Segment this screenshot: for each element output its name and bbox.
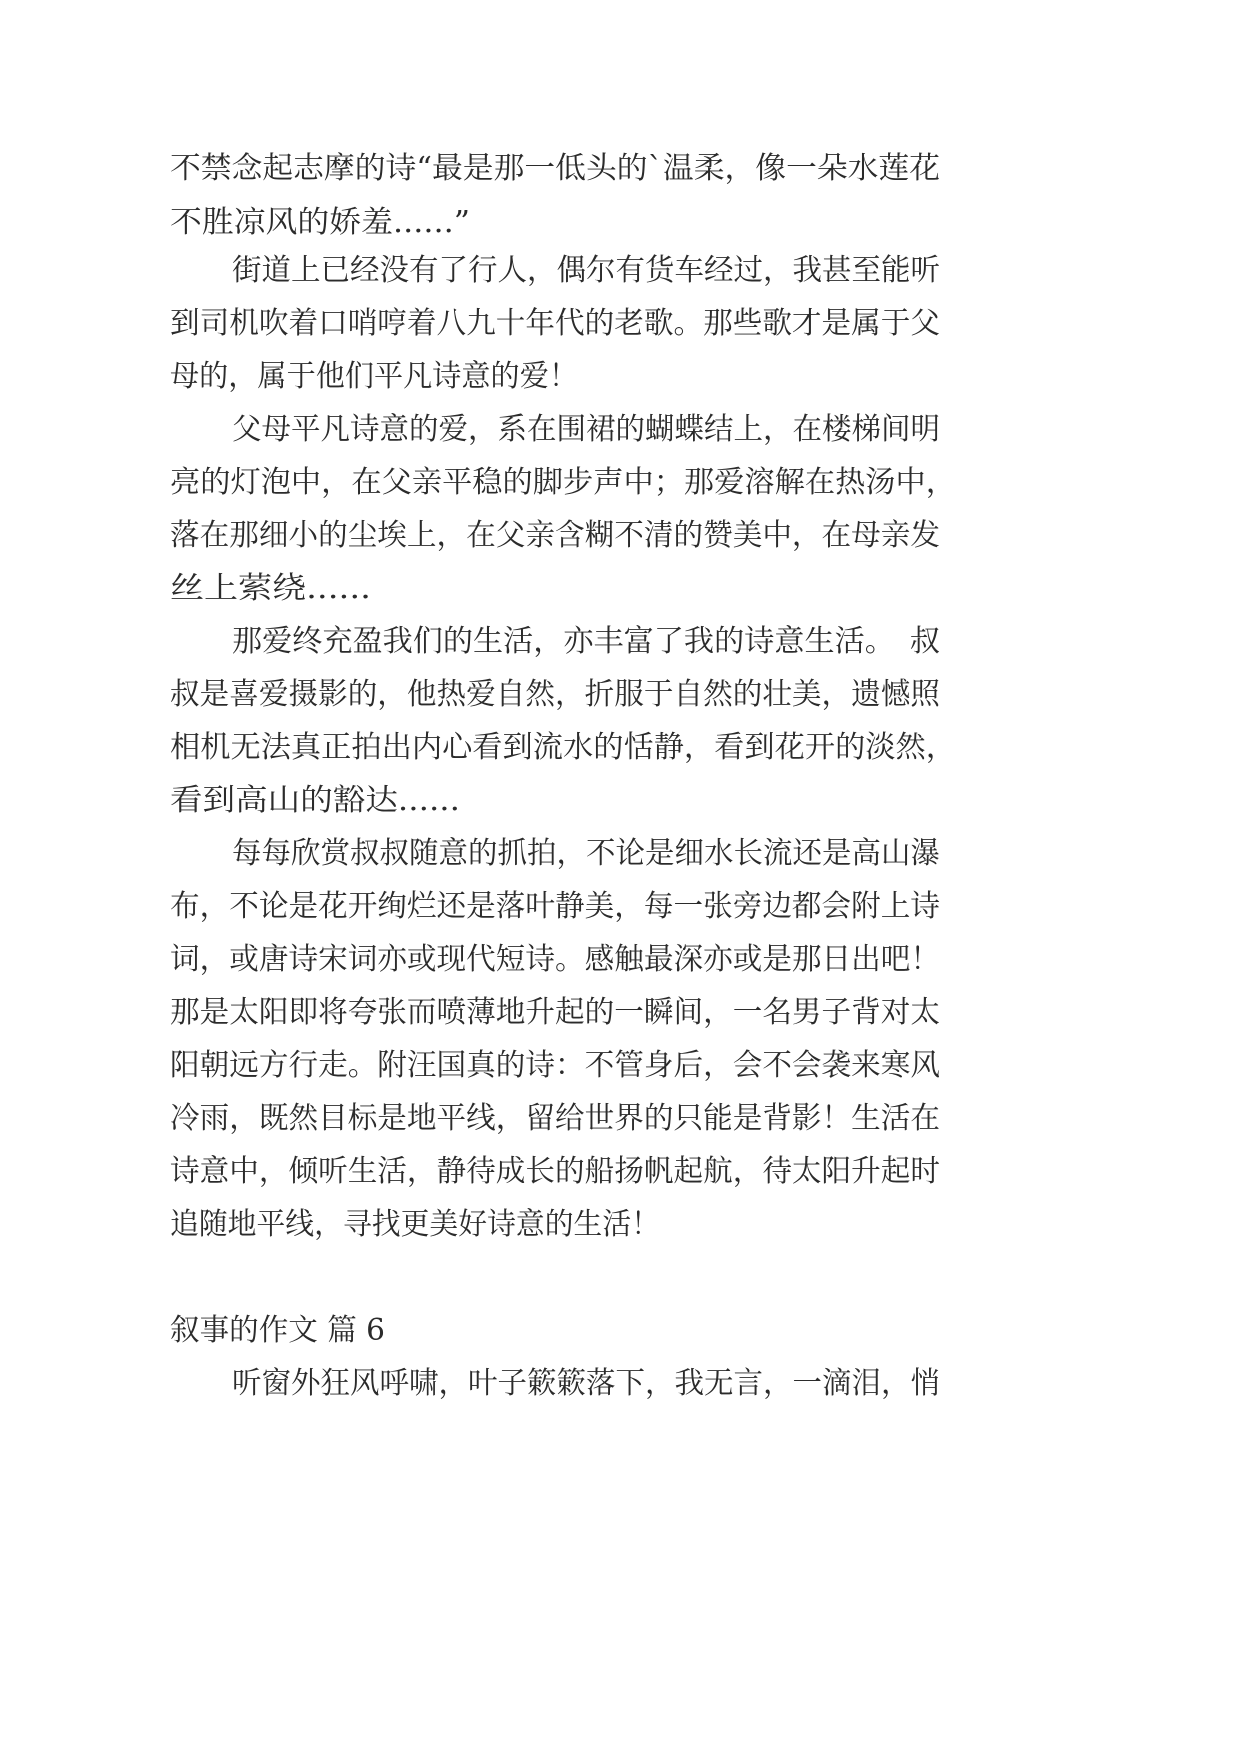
line-text: 亮的灯泡中，在父亲平稳的脚步声中；那爱溶解在热汤中， <box>170 465 957 500</box>
paragraph-line <box>0 453 1241 513</box>
line-text: 布，不论是花开绚烂还是落叶静美，每一张旁边都会附上诗 <box>170 889 941 924</box>
line-text: 街道上已经没有了行人，偶尔有货车经过，我甚至能听 <box>232 253 940 288</box>
line-text: 不胜凉风的娇羞......” <box>170 205 470 240</box>
paragraph-line <box>0 294 1241 354</box>
line-text: 到司机吹着口哨哼着八九十年代的老歌。那些歌才是属于父 <box>170 306 941 341</box>
paragraph-line <box>0 983 1241 1043</box>
paragraph-line <box>0 241 1241 301</box>
paragraph-line <box>0 139 1241 199</box>
paragraph-line <box>0 347 1241 407</box>
line-text: 母的，属于他们平凡诗意的爱！ <box>170 359 578 394</box>
line-text: 落在那细小的尘埃上，在父亲含糊不清的赞美中，在母亲发 <box>170 518 941 553</box>
paragraph-line <box>0 400 1241 460</box>
paragraph-line <box>0 1142 1241 1202</box>
paragraph-line <box>0 559 1241 619</box>
line-text: 丝上萦绕...... <box>170 571 372 606</box>
line-text: 看到高山的豁达...... <box>170 783 461 818</box>
line-text: 冷雨，既然目标是地平线，留给世界的只能是背影！生活在 <box>170 1101 941 1136</box>
section-heading <box>0 1301 1241 1361</box>
line-text: 阳朝远方行走。附汪国真的诗：不管身后，会不会袭来寒风 <box>170 1048 941 1083</box>
heading-text: 叙事的作文 篇 6 <box>170 1313 386 1348</box>
paragraph-line <box>0 1036 1241 1096</box>
line-text: 那是太阳即将夸张而喷薄地升起的一瞬间，一名男子背对太 <box>170 995 941 1030</box>
line-text: 相机无法真正拍出内心看到流水的恬静，看到花开的淡然， <box>170 730 957 765</box>
paragraph-line <box>0 718 1241 778</box>
paragraph-line <box>0 1089 1241 1149</box>
line-text: 每每欣赏叔叔随意的抓拍，不论是细水长流还是高山瀑 <box>232 836 940 871</box>
paragraph-line <box>0 612 1241 672</box>
line-text: 那爱终充盈我们的生活，亦丰富了我的诗意生活。 叔 <box>232 624 941 659</box>
paragraph-line <box>0 771 1241 831</box>
line-text: 叔是喜爱摄影的，他热爱自然，折服于自然的壮美，遗憾照 <box>170 677 941 712</box>
paragraph-line <box>0 824 1241 884</box>
line-text: 词，或唐诗宋词亦或现代短诗。感触最深亦或是那日出吧！ <box>170 942 941 977</box>
line-text: 听窗外狂风呼啸，叶子簌簌落下，我无言，一滴泪，悄 <box>232 1366 940 1401</box>
paragraph-line <box>0 877 1241 937</box>
paragraph-line <box>0 665 1241 725</box>
line-text: 诗意中，倾听生活，静待成长的船扬帆起航，待太阳升起时 <box>170 1154 941 1189</box>
paragraph-line <box>0 1195 1241 1255</box>
paragraph-line <box>0 930 1241 990</box>
line-text: 父母平凡诗意的爱，系在围裙的蝴蝶结上，在楼梯间明 <box>232 412 940 447</box>
line-text: 追随地平线，寻找更美好诗意的生活！ <box>170 1207 661 1242</box>
paragraph-line <box>0 506 1241 566</box>
line-text: 不禁念起志摩的诗“最是那一低头的`温柔，像一朵水莲花 <box>170 151 941 186</box>
paragraph-line <box>0 1354 1241 1414</box>
